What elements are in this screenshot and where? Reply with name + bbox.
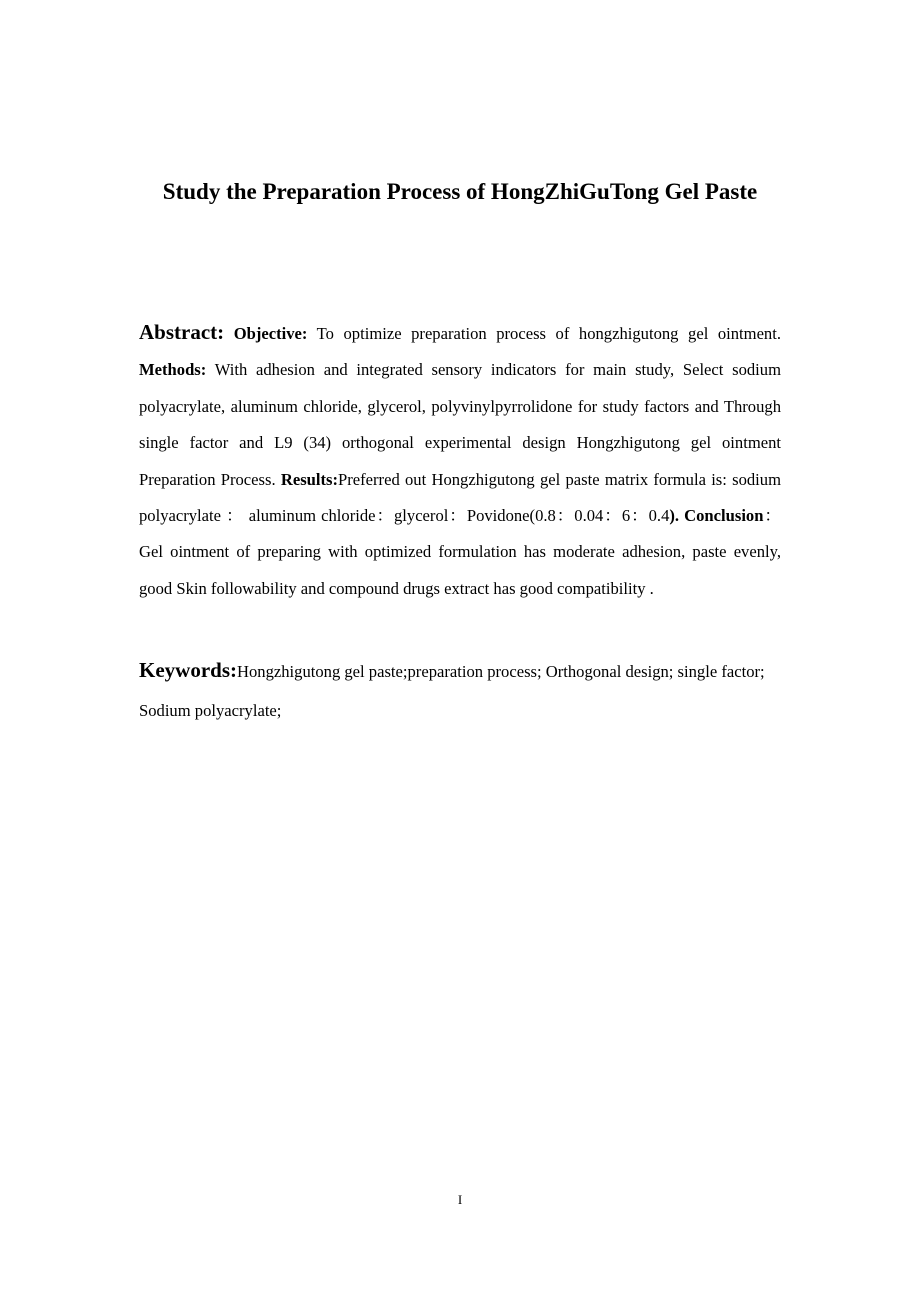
abstract-label: Abstract: [139, 320, 225, 344]
conclusion-text: Gel ointment of preparing with optimized formulation has moderate adhesion, paste evenly, good Skin followability and compound drugs extract has good compatibility . [139, 542, 781, 598]
methods-text: With adhesion and integrated sensory indicators for main study, Select sodium polyacrylate, aluminum chloride, glycerol, polyvinylpyrrolidone for study factors and Through single factor and L9 (34) orthogonal experimental design Hongzhigutong gel ointment Preparation Process. [139, 360, 781, 489]
keywords-text: Hongzhigutong gel paste;preparation process; Orthogonal design; single factor; Sodium polyacrylate; [139, 662, 765, 720]
results-label: Results: [280, 469, 339, 489]
keywords-label: Keywords: [139, 658, 237, 682]
objective-text: To optimize preparation process of hongzhigutong gel ointment. [307, 324, 781, 343]
keywords-paragraph [139, 651, 781, 730]
abstract-paragraph [139, 314, 781, 607]
conclusion-label: ). Conclusion [669, 506, 764, 526]
methods-label: Methods: [139, 360, 207, 380]
results-text: Preferred out Hongzhigutong gel paste matrix formula is: sodium polyacrylate ： aluminum chloride：glycerol：Povidone(0.8：0.04：6：0.4 [139, 469, 781, 526]
page-title: Study the Preparation Process of HongZhiGuTong Gel Paste [162, 179, 758, 204]
conclusion-separator: ： [763, 506, 782, 526]
objective-label: Objective: [233, 324, 308, 343]
page-number: I [457, 1192, 463, 1207]
